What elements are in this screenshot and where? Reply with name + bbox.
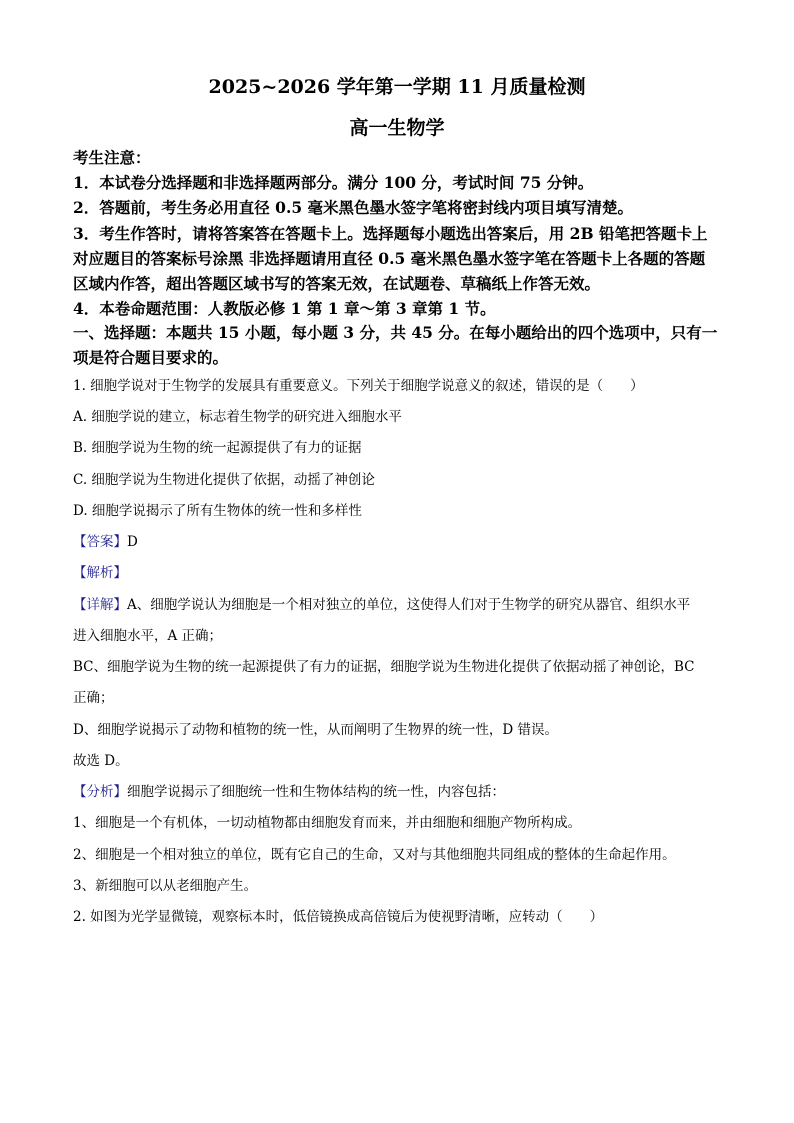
notice-item-3: 3．考生作答时，请将答案答在答题卡上。选择题每小题选出答案后，用 2B 铅笔把答题卡上	[73, 224, 708, 243]
detail-line-4: 正确；	[73, 690, 114, 706]
detail-line-6: 故选 D。	[73, 753, 129, 769]
question-1-option-a: A. 细胞学说的建立，标志着生物学的研究进入细胞水平	[73, 409, 402, 425]
fenxi-line-4: 3、新细胞可以从老细胞产生。	[73, 878, 258, 894]
notice-item-3-cont2: 区域内作答，超出答题区域书写的答案无效，在试题卷、草稿纸上作答无效。	[73, 274, 601, 293]
detail-line-2: 进入细胞水平，A 正确；	[73, 628, 223, 644]
section-heading: 一、选择题：本题共 15 小题，每小题 3 分，共 45 分。在每小题给出的四个选项中，只有一	[73, 323, 718, 342]
question-1-option-c: C. 细胞学说为生物进化提供了依据，动摇了神创论	[73, 472, 375, 488]
notice-item-2: 2．答题前，考生务必用直径 0.5 毫米黑色墨水签字笔将密封线内项目填写清楚。	[73, 198, 634, 217]
detail-line-3: BC、细胞学说为生物的统一起源提供了有力的证据，细胞学说为生物进化提供了依据动摇了神创论，BC	[73, 659, 695, 675]
exam-subject: 高一生物学	[349, 117, 445, 139]
question-1-stem: 1. 细胞学说对于生物学的发展具有重要意义。下列关于细胞学说意义的叙述，错误的是（ ）	[73, 378, 644, 394]
notice-item-3-cont: 对应题目的答案标号涂黑 非选择题请用直径 0.5 毫米黑色墨水签字笔在答题卡上各题的答题	[73, 249, 706, 268]
notice-item-1: 1．本试卷分选择题和非选择题两部分。满分 100 分，考试时间 75 分钟。	[73, 173, 594, 192]
notice-item-4: 4．本卷命题范围：人教版必修 1 第 1 章～第 3 章第 1 节。	[73, 299, 496, 318]
answer-line	[73, 530, 724, 550]
fenxi-line-2: 1、细胞是一个有机体，一切动植物都由细胞发育而来，并由细胞和细胞产物所构成。	[73, 815, 582, 831]
notice-heading: 考生注意：	[73, 148, 151, 167]
analysis-line	[73, 561, 724, 581]
section-heading-cont: 项是符合题目要求的。	[73, 348, 229, 367]
question-2-stem: 2. 如图为光学显微镜，观察标本时，低倍镜换成高倍镜后为使视野清晰，应转动（ ）	[73, 909, 604, 925]
detail-tag: 【详解】	[73, 597, 127, 613]
fenxi-text-1: 细胞学说揭示了细胞统一性和生物体结构的统一性，内容包括：	[127, 784, 505, 800]
answer-tag: 【答案】	[73, 534, 127, 550]
detail-text-1: A、细胞学说认为细胞是一个相对独立的单位，这使得人们对于生物学的研究从器官、组织水平	[127, 597, 691, 613]
answer-value: D	[127, 534, 138, 550]
analysis-tag: 【解析】	[73, 565, 127, 581]
exam-title: 2025~2026 学年第一学期 11 月质量检测	[208, 76, 586, 98]
fenxi-line-1	[73, 780, 724, 800]
detail-line-1	[73, 593, 724, 613]
question-1-option-b: B. 细胞学说为生物的统一起源提供了有力的证据	[73, 440, 362, 456]
question-1-option-d: D. 细胞学说揭示了所有生物体的统一性和多样性	[73, 503, 362, 519]
fenxi-line-3: 2、细胞是一个相对独立的单位，既有它自己的生命，又对与其他细胞共同组成的整体的生命起作用。	[73, 847, 676, 863]
fenxi-tag: 【分析】	[73, 784, 127, 800]
detail-line-5: D、细胞学说揭示了动物和植物的统一性，从而阐明了生物界的统一性，D 错误。	[73, 722, 558, 738]
